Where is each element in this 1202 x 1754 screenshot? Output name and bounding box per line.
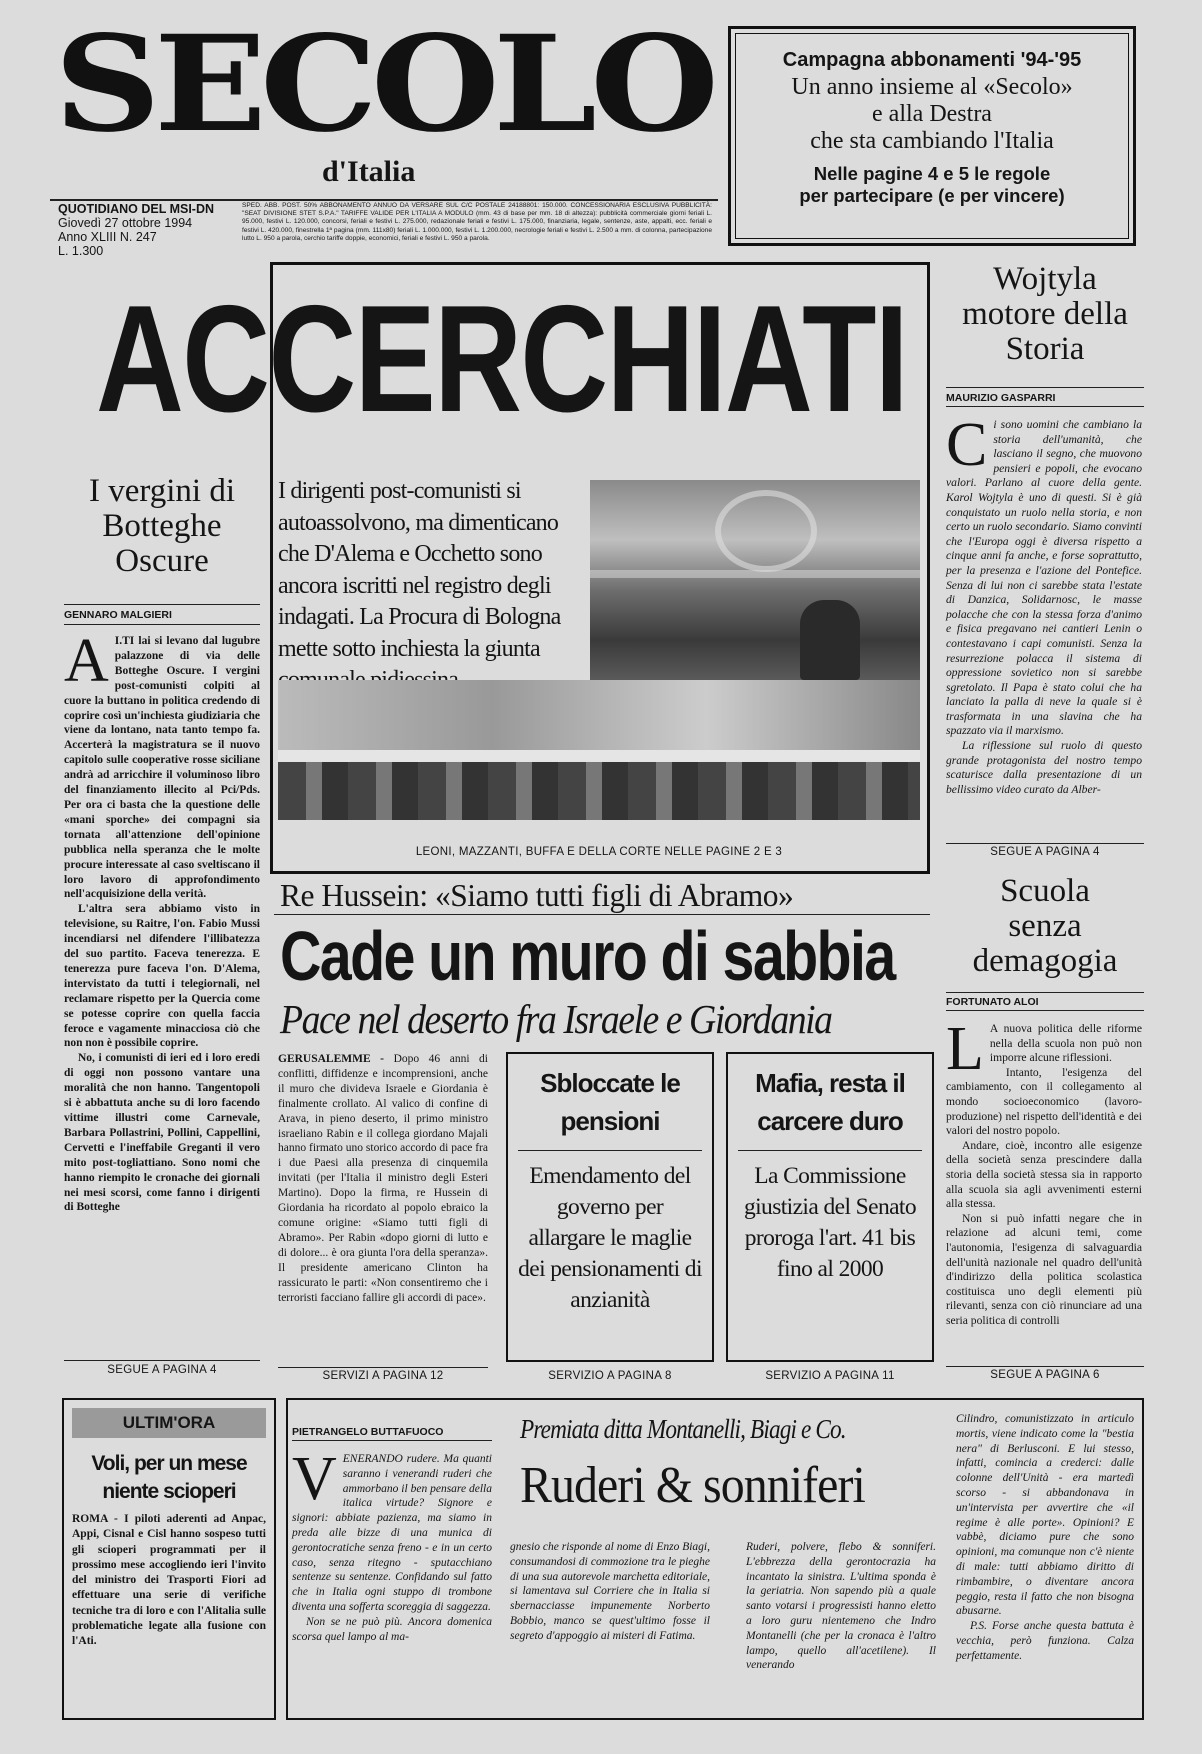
- mafia-title: Mafia, resta il carcere duro: [755, 1068, 905, 1136]
- ruderi-byline: PIETRANGELO BUTTAFUOCO: [292, 1426, 444, 1438]
- wojtyla-text2: La riflessione sul ruolo di questo grande protagonista del nostro tempo scaturisce dalla presentazione di un bellissimo video curato da Alber-: [946, 739, 1142, 796]
- lead-headline: ACCERCHIATI: [96, 274, 908, 444]
- hussein-subhead: Pace nel deserto fra Israele e Giordania: [280, 996, 832, 1042]
- hussein-footer: SERVIZI A PAGINA 12: [322, 1370, 444, 1382]
- vergini-text2: L'altra sera abbiamo visto in televisione, su Raitre, l'on. Fabio Mussi incendiarsi nel difendere l'illibatezza del suo partito. Faceva tenerezza. E tenerezza pure faceva l'on. D'Alema, intervistato da tutti i telegiornali, nel reclamare rispetto per la Quercia come se potesse coprire con quella faccia feroce e vagamente minacciosa ciò che non non è possibile coprire.: [64, 903, 260, 1050]
- mafia-text: La Commissione giustizia del Senato proroga l'art. 41 bis fino al 2000: [743, 1163, 917, 1282]
- ruderi-headline: Ruderi & sonniferi: [520, 1457, 865, 1514]
- promo-rules1: Nelle pagine 4 e 5 le regole: [813, 163, 1051, 184]
- masthead-fine-print: SPED. ABB. POST. 50% ABBONAMENTO ANNUO DA VERSARE SUL C/C POSTALE 24188801: 150.000. CONCESSIONARIA ESCLUSIVA PUBBLICITÀ: "SEAT DIVISIONE STET S.P.A." TARIFFE VALIDE PER L'ITALIA A MODULO (mm. 43 di base per mm. 18 di altezza): pubblicità commerciale giorni feriali L. 95.000, festivi L. 120.000, concorsi, feriali e festivi L. 275.000, redazionale feriali e festivi L. 175.000, finanziaria, legale, sentenze, aste, appalti, ecc. feriali e festivi L. 420.000, finestrella 1ª pagina (mm. 111x80) feriali L. 1.000.000, festivi L. 1.200.000, necrologie feriali e festivi L. 2.500 a mm. di colonna, partecipazione lutto L. 950 a parola, cerchio tariffe doppie, economici, feriali e festivi L. 950 a parola.: [242, 202, 712, 242]
- pensioni-box: [506, 1052, 714, 1362]
- mafia-box: [726, 1052, 934, 1362]
- scuola-text4: Non si può infatti negare che in relazione ad alcuni temi, come l'autonomia, l'esigenza di salvaguardia dell'unità nazionale nel quadro dell'unità d'indirizzo della politica scolastica costituisca uno degli elementi più rilevanti, senza con ciò rinunciare ad una seria politica di controlli: [946, 1211, 1142, 1327]
- promo-title: Campagna abbonamenti '94-'95: [782, 49, 1082, 71]
- ruderi-col1: ENERANDO rudere. Ma quanti saranno i venerandi ruderi che ammorbano il ben pensare della italica virtude? Signore e signori: abbiate pazienza, ma siamo in preda alle bizze di una munica di gerontocratiche senza freno - e in un certo caso, senza ritegno - sputacchiano sentenze su sentenze. Confidando sul fatto che in Italia ogni stuppo di trombone diventa una sofferta scoreggia di saggezza.: [292, 1453, 492, 1613]
- ultimora-dateline: ROMA -: [72, 1513, 118, 1525]
- ultimora-box: [62, 1398, 276, 1720]
- promo-box: [728, 26, 1136, 246]
- wojtyla-column: [946, 262, 1144, 872]
- pensioni-text: Emendamento del governo per allargare le maglie dei pensionamenti di anzianità: [518, 1163, 702, 1313]
- scuola-text3: Andare, cioè, incontro alle esigenze della società senza prescindere dalla storia della società stessa sia in rapporto alla scuola sia agli avvenimenti esterni alla stessa.: [946, 1138, 1142, 1211]
- lead-photo-caption: LEONI, MAZZANTI, BUFFA E DELLA CORTE NELLE PAGINE 2 E 3: [415, 846, 783, 858]
- lead-deck: I dirigenti post-comunisti si autoassolvono, ma dimenticano che D'Alema e Occhetto sono ancora iscritti nel registro degli indagati. La Procura di Bologna mette sotto inchiesta la giunta: [278, 478, 561, 662]
- ruderi-dropcap: V: [292, 1445, 337, 1513]
- scuola-byline: FORTUNATO ALOI: [946, 996, 1039, 1008]
- wojtyla-footer: SEGUE A PAGINA 4: [990, 846, 1100, 858]
- masthead-issue: Anno XLIII N. 247: [58, 230, 157, 244]
- scuola-dropcap: L: [946, 1015, 984, 1083]
- vergini-footer: SEGUE A PAGINA 4: [107, 1364, 217, 1376]
- masthead-party: QUOTIDIANO DEL MSI-DN: [58, 202, 215, 216]
- vergini-title: I vergini di Botteghe Oscure: [88, 473, 236, 579]
- promo-line2: e alla Destra: [872, 101, 992, 127]
- vergini-text3: No, i comunisti di ieri ed i loro eredi di oggi non possono vantare una moralità che non hanno. Tangentopoli si è abbattuta anche su di loro facendo vittime illustri come Carnevale, Barbara Pollastrini, Pollini, Cappellini, Cervetti e l'ineffabile Greganti il vero mito post-togliattiano. Sono nomi che hanno riempito le cronache dei giornali nei mesi scorsi, come fanno i dirigenti di Botteghe: [64, 1052, 260, 1214]
- vergini-text: I.TI lai si levano dal lugubre palazzone di via delle Botteghe Oscure. I vergini post-comunisti colpiti al cuore la buttano in politica credendo di coprire così un'inchiesta giudiziaria che viene da lontano, nata tanto tempo fa. Accerterà la magistratura se il nuovo capitolo sulle cooperative rosse siciliane andrà ad arricchire il voluminoso libro del finanziamento illecito al Pci/Pds. Per ora ci basta che la questione delle «mani sporche» dei compagni sia tornata all'attenzione dell'opinione pubblica nella speranza che le molte procure interessate al caso sveltiscano il loro lavoro di approfondimento nell'acquisizione della verità.: [64, 635, 260, 901]
- ruderi-kicker: Premiata ditta Montanelli, Biagi e Co.: [520, 1414, 846, 1444]
- masthead-title: SECOLO: [54, 7, 713, 162]
- scuola-footer: SEGUE A PAGINA 6: [990, 1369, 1100, 1381]
- masthead-subtitle: d'Italia: [322, 155, 416, 188]
- scuola-title: Scuola senza demagogia: [972, 873, 1118, 979]
- lead-photo: [590, 480, 920, 680]
- promo-rules2: per partecipare (e per vincere): [799, 185, 1065, 206]
- hussein-headline: Cade un muro di sabbia: [280, 917, 895, 995]
- mafia-footer: SERVIZIO A PAGINA 11: [765, 1370, 895, 1382]
- scuola-text2: Intanto, l'esigenza del cambiamento, con il collegamento al mondo socioeconomico (lavoro-produzione) nel rispetto dell'identità e dei valori del nostro popolo.: [946, 1065, 1142, 1138]
- vergini-dropcap: A: [64, 627, 109, 695]
- vergini-column: [64, 474, 260, 1382]
- wojtyla-text: i sono uomini che cambiano la storia dell'umanità, che lasciano il segno, che muovono pensieri e popoli, che evocano valori. Parlano al cuore della gente. Karol Wojtyla è uno di questi. Si è già conquistato un ruolo nella storia, e non certo un ruolo secondario. Siamo convinti che l'Europa oggi è diversa rispetto a cinque anni fa anche, e forse soprattutto, per la presenza e l'azione del Pontefice. Senza di lui non ci sarebbe stata l'estate di Danzica, Solidarnosc, le masse polacche che con la stessa forza d'animo e fisica pregavano nei cantieri Lenin o contestavano i capi comunisti. Senza la resurrezione polacca il sistema di oppressione sovietico non si sarebbe sgretolato. Il Papa è stato colui che ha lanciato la palla di neve la quale si è trasformata in una slavina che ha spazzato via il marxismo.: [946, 418, 1142, 738]
- ultimora-label: ULTIM'ORA: [72, 1408, 266, 1438]
- wojtyla-byline: MAURIZIO GASPARRI: [946, 392, 1056, 404]
- pensioni-title: Sbloccate le pensioni: [540, 1068, 680, 1136]
- ultimora-title: Voli, per un mese niente scioperi: [91, 1452, 247, 1503]
- lead-photo-audience: [278, 680, 920, 820]
- hussein-dateline: GERUSALEMME -: [278, 1053, 385, 1065]
- ultimora-text: I piloti aderenti ad Anpac, Appi, Cisnal e Cisl hanno sospeso tutti gli scioperi programmati per il prossimo mese accogliendo ieri l'invito del ministro dei Trasporti Fiori ad effettuare una serie di verifiche tecniche tra di loro e con l'Alitalia sulle problematiche legate alla fusione con l'Ati.: [72, 1513, 267, 1648]
- vergini-byline: GENNARO MALGIERI: [64, 609, 172, 621]
- masthead: [50, 7, 718, 258]
- scuola-column: [946, 874, 1144, 1384]
- wojtyla-title: Wojtyla motore della Storia: [962, 261, 1128, 367]
- ruderi-col1b: Non se ne può più. Ancora domenica scorsa quel lampo al ma-: [292, 1615, 492, 1643]
- ruderi-col2: gnesio che risponde al nome di Enzo Biagi, consumandosi di commozione tra le pieghe di una sua autorevole marchetta editoriale, si lamentava sul Corriere che in Italia si sbernacciasse impunemente Norberto Bobbio, manco se quest'ultimo fosse il segreto d'appoggio ai misteri di Fatima.: [510, 1541, 710, 1642]
- pensioni-footer: SERVIZIO A PAGINA 8: [548, 1370, 672, 1382]
- wojtyla-dropcap: C: [946, 411, 988, 479]
- promo-line3: che sta cambiando l'Italia: [810, 128, 1054, 154]
- masthead-price: L. 1.300: [58, 244, 104, 258]
- hussein-text: Dopo 46 anni di conflitti, diffidenze e incomprensioni, anche il muro che divideva Israele e Giordania è finalmente crollato. Al valico di confine di Arava, in pieno deserto, il primo ministro israeliano Rabin e il collega giordano Majali hanno firmato uno storico accordo di pace fra i due Paesi alla presenza di cinquemila invitati (per l'Italia il ministro degli Esteri Martino). Dopo la firma, re Hussein di Giordania ha ricordato al popolo ebraico la comune origine: «Siamo tutti figli di Abramo». Per Rabin «dopo giorni di lutto e di dolore... è ora giunta l'ora della speranza». Il presidente americano Clinton ha rassicurato le parti: «Non consentiremo che i terroristi facciano fallire gli accordi di pace».: [278, 1053, 488, 1304]
- promo-line1: Un anno insieme al «Secolo»: [791, 74, 1073, 100]
- scuola-text: A nuova politica delle riforme nella della scuola non può non imporre alcune riflessioni.: [989, 1022, 1142, 1065]
- ruderi-col4: Cilindro, comunistizzato in articulo mortis, viene indicato come la "bestia nera" di Berlusconi. E lui stesso, infatti, comincia a crederci: dalle colonne dell'Unità - era martedì scorso - si abbandonava in un'intervista per avvertire che «il regime è alle porte». Opinioni? E vabbè, diciamo pure che sono opinioni, ma comunque non c'è niente di male: tutti abbiamo diritto di rimbambire, o diventare ancora peggio, resta il fatto che non bisogna abusarne.: [956, 1413, 1134, 1618]
- masthead-date: Giovedì 27 ottobre 1994: [58, 216, 193, 230]
- ruderi-col3: Ruderi, polvere, flebo & sonniferi. L'ebbrezza della gerontocrazia ha incantato la sinistra. L'ultima sponda è la geriatria. Non sapendo più a quale santo votarsi i progressisti hanno eletto a loro guru nientemeno che Indro Montanelli (che per la cronaca è l'altro lampo, quello all'acetilene). Il venerando: [746, 1541, 936, 1672]
- ruderi-col4b: P.S. Forse anche questa battuta è vecchia, però funziona. Calza perfettamente.: [956, 1620, 1134, 1662]
- hussein-kicker: Re Hussein: «Siamo tutti figli di Abramo»: [280, 878, 794, 913]
